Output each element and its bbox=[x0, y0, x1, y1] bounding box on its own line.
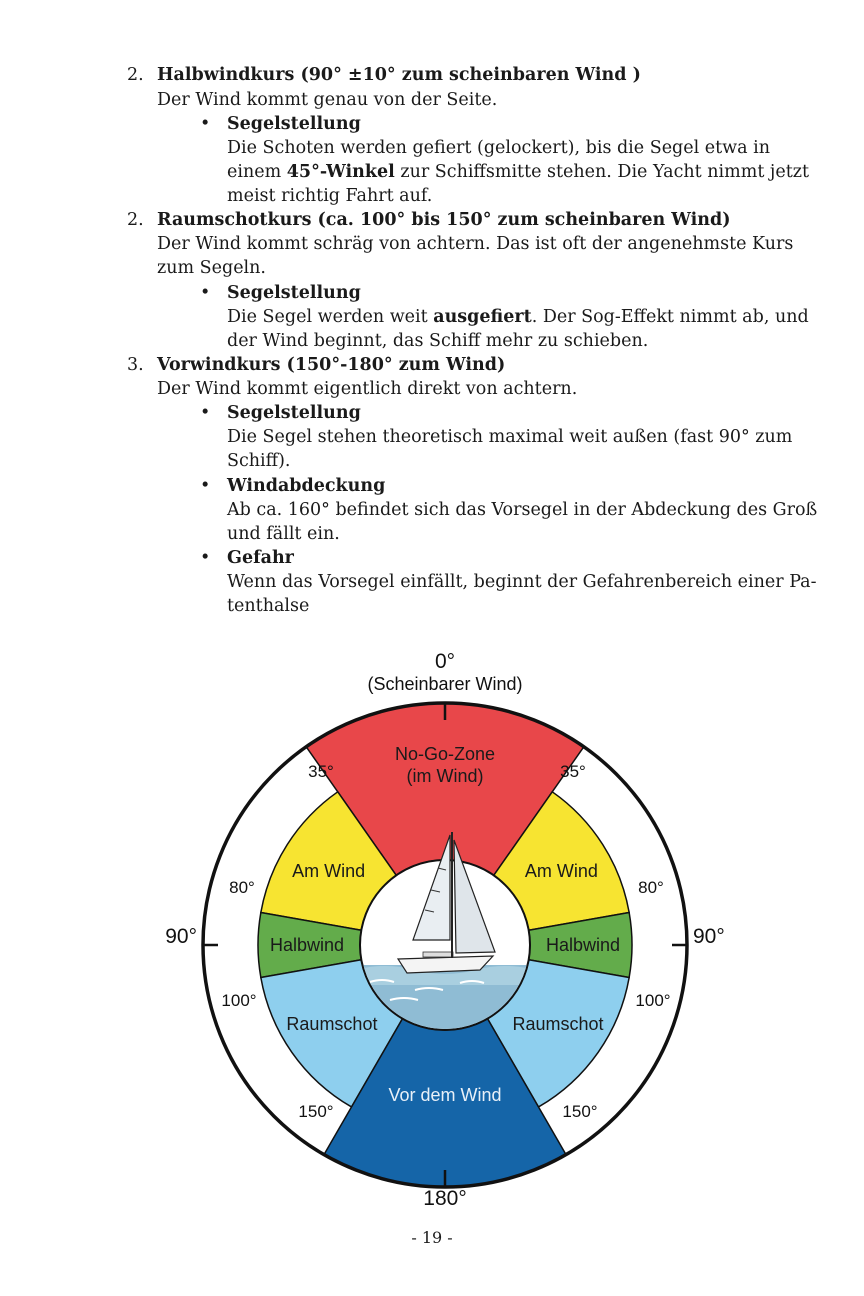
bullet-text: Die Segel werden weit ausgefiert. Der Sog-Effekt nimmt ab, und bbox=[227, 307, 809, 327]
list-number: 2. bbox=[127, 65, 144, 85]
label-80-deg-left: 80° bbox=[229, 878, 255, 897]
bullet-text: Die Segel stehen theoretisch maximal weit außen (fast 90° zum bbox=[227, 427, 793, 447]
zone-label-halbwind: Halbwind bbox=[545, 935, 621, 955]
label-90-deg-right: 90° bbox=[693, 925, 725, 948]
label-150-deg-left: 150° bbox=[298, 1102, 334, 1121]
zone-label-raumschot: Raumschot bbox=[512, 1014, 604, 1035]
points-of-sail-svg bbox=[155, 640, 735, 1215]
bullet-heading: Gefahr bbox=[227, 548, 294, 568]
points-of-sail-diagram bbox=[155, 640, 735, 1215]
bullet-text: Schiff). bbox=[227, 451, 291, 471]
bullet-icon: • bbox=[200, 476, 211, 496]
label-80-deg-right: 80° bbox=[638, 878, 664, 897]
label-0-deg: 0° bbox=[434, 650, 456, 673]
zone-label-no-go: (im Wind) bbox=[406, 766, 484, 786]
label-35-deg-left: 35° bbox=[308, 762, 334, 781]
label-180-deg: 180° bbox=[423, 1187, 467, 1210]
section-description: Der Wind kommt genau von der Seite. bbox=[157, 90, 498, 110]
bullet-text: einem 45°-Winkel zur Schiffsmitte stehen. Die Yacht nimmt jetzt bbox=[227, 162, 809, 182]
section-description: zum Segeln. bbox=[157, 258, 266, 278]
bullet-text: Wenn das Vorsegel einfällt, beginnt der Gefahrenbereich einer Pa- bbox=[227, 572, 817, 592]
bullet-text: meist richtig Fahrt auf. bbox=[227, 186, 433, 206]
bullet-text: tenthalse bbox=[227, 596, 310, 616]
bullet-text: Die Schoten werden gefiert (gelockert), bis die Segel etwa in bbox=[227, 138, 770, 158]
section-title: Halbwindkurs (90° ±10° zum scheinbaren Wind ) bbox=[157, 65, 641, 85]
bullet-icon: • bbox=[200, 403, 211, 423]
section-description: Der Wind kommt schräg von achtern. Das ist oft der angenehmste Kurs bbox=[157, 234, 794, 254]
bullet-text: und fällt ein. bbox=[227, 524, 340, 544]
zone-label-raumschot: Raumschot bbox=[286, 1014, 378, 1035]
zone-label-am-wind: Am Wind bbox=[524, 860, 598, 881]
bullet-icon: • bbox=[200, 548, 211, 568]
list-number: 3. bbox=[127, 355, 144, 375]
label-35-deg-right: 35° bbox=[560, 762, 586, 781]
bullet-icon: • bbox=[200, 114, 211, 134]
label-100-deg-right: 100° bbox=[635, 991, 671, 1010]
label-150-deg-right: 150° bbox=[562, 1102, 598, 1121]
label-apparent-wind: (Scheinbarer Wind) bbox=[367, 674, 523, 694]
zone-label-halbwind: Halbwind bbox=[269, 935, 345, 955]
page-number: - 19 - bbox=[411, 1228, 453, 1247]
bullet-text: Ab ca. 160° befindet sich das Vorsegel in der Abdeckung des Groß bbox=[227, 500, 818, 520]
section-title: Raumschotkurs (ca. 100° bis 150° zum scheinbaren Wind) bbox=[157, 210, 731, 230]
bullet-heading: Windabdeckung bbox=[227, 476, 386, 496]
bullet-text: der Wind beginnt, das Schiff mehr zu schieben. bbox=[227, 331, 649, 351]
bullet-heading: Segelstellung bbox=[227, 283, 361, 303]
bullet-heading: Segelstellung bbox=[227, 403, 361, 423]
section-description: Der Wind kommt eigentlich direkt von achtern. bbox=[157, 379, 578, 399]
zone-label-vor-dem-wind: Vor dem Wind bbox=[388, 1085, 502, 1105]
zone-label-am-wind: Am Wind bbox=[292, 860, 366, 881]
label-100-deg-left: 100° bbox=[221, 991, 257, 1010]
section-title: Vorwindkurs (150°-180° zum Wind) bbox=[157, 355, 506, 375]
list-number: 2. bbox=[127, 210, 144, 230]
zone-label-no-go: No-Go-Zone bbox=[394, 744, 496, 764]
bullet-icon: • bbox=[200, 283, 211, 303]
label-90-deg-left: 90° bbox=[165, 925, 197, 948]
bullet-heading: Segelstellung bbox=[227, 114, 361, 134]
